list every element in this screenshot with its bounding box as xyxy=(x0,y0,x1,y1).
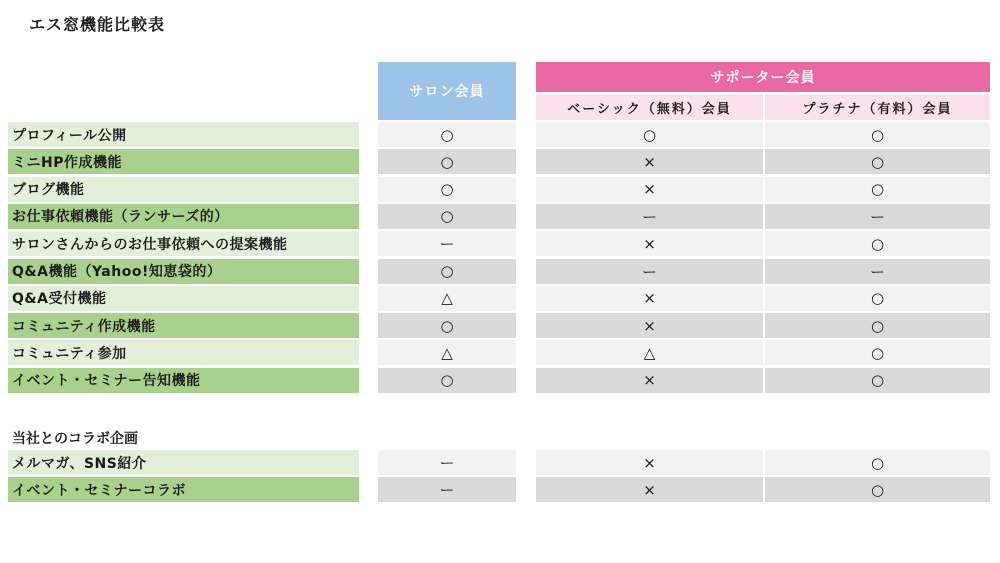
table-row xyxy=(0,477,1000,502)
page-title: エス窓機能比較表 xyxy=(29,15,166,34)
feature-label: イベント・セミナー告知機能 xyxy=(8,368,359,393)
feature-label: Q&A機能（Yahoo!知恵袋的） xyxy=(8,259,359,284)
salon-value: ー xyxy=(378,477,516,502)
platinum-value: ○ xyxy=(765,286,990,311)
table-row xyxy=(0,340,1000,365)
basic-value: △ xyxy=(536,340,763,365)
feature-label: プロフィール公開 xyxy=(8,122,359,147)
salon-value: ー xyxy=(378,231,516,256)
table-row xyxy=(0,313,1000,338)
salon-value: △ xyxy=(378,286,516,311)
basic-value: × xyxy=(536,149,763,174)
basic-value: × xyxy=(536,368,763,393)
basic-value: ○ xyxy=(536,122,763,147)
basic-value: × xyxy=(536,177,763,202)
table-row xyxy=(0,204,1000,229)
collab-section-label: 当社とのコラボ企画 xyxy=(12,431,138,447)
salon-value: △ xyxy=(378,340,516,365)
basic-value: × xyxy=(536,231,763,256)
feature-label: コミュニティ参加 xyxy=(8,340,359,365)
platinum-value: ○ xyxy=(765,149,990,174)
basic-value: ー xyxy=(536,259,763,284)
salon-value: ○ xyxy=(378,313,516,338)
basic-value: × xyxy=(536,450,763,475)
basic-value: × xyxy=(536,313,763,338)
platinum-value: ○ xyxy=(765,368,990,393)
platinum-value: ○ xyxy=(765,340,990,365)
salon-value: ○ xyxy=(378,149,516,174)
table-row xyxy=(0,122,1000,147)
table-row xyxy=(0,177,1000,202)
salon-value: ー xyxy=(378,450,516,475)
table-row xyxy=(0,149,1000,174)
table-row xyxy=(0,368,1000,393)
platinum-value: ○ xyxy=(765,122,990,147)
salon-value: ○ xyxy=(378,204,516,229)
feature-label: コミュニティ作成機能 xyxy=(8,313,359,338)
feature-label: お仕事依頼機能（ランサーズ的） xyxy=(8,204,359,229)
feature-label: Q&A受付機能 xyxy=(8,286,359,311)
platinum-value: ー xyxy=(765,259,990,284)
salon-value: ○ xyxy=(378,122,516,147)
table-row xyxy=(0,450,1000,475)
platinum-value: ○ xyxy=(765,313,990,338)
basic-value: × xyxy=(536,286,763,311)
platinum-value: ○ xyxy=(765,477,990,502)
feature-label: メルマガ、SNS紹介 xyxy=(8,450,359,475)
platinum-value: ○ xyxy=(765,177,990,202)
feature-label: ミニHP作成機能 xyxy=(8,149,359,174)
platinum-member-header: プラチナ（有料）会員 xyxy=(765,94,990,120)
supporter-member-header: サポーター会員 xyxy=(536,62,990,92)
feature-label: ブログ機能 xyxy=(8,177,359,202)
salon-value: ○ xyxy=(378,177,516,202)
platinum-value: ー xyxy=(765,204,990,229)
platinum-value: ○ xyxy=(765,231,990,256)
basic-member-header: ベーシック（無料）会員 xyxy=(536,94,763,120)
platinum-value: ○ xyxy=(765,450,990,475)
basic-value: ー xyxy=(536,204,763,229)
feature-label: イベント・セミナーコラボ xyxy=(8,477,359,502)
salon-value: ○ xyxy=(378,368,516,393)
basic-value: × xyxy=(536,477,763,502)
table-row xyxy=(0,286,1000,311)
table-row xyxy=(0,231,1000,256)
table-row xyxy=(0,259,1000,284)
feature-label: サロンさんからのお仕事依頼への提案機能 xyxy=(8,231,359,256)
salon-value: ○ xyxy=(378,259,516,284)
salon-member-header: サロン会員 xyxy=(378,62,516,120)
